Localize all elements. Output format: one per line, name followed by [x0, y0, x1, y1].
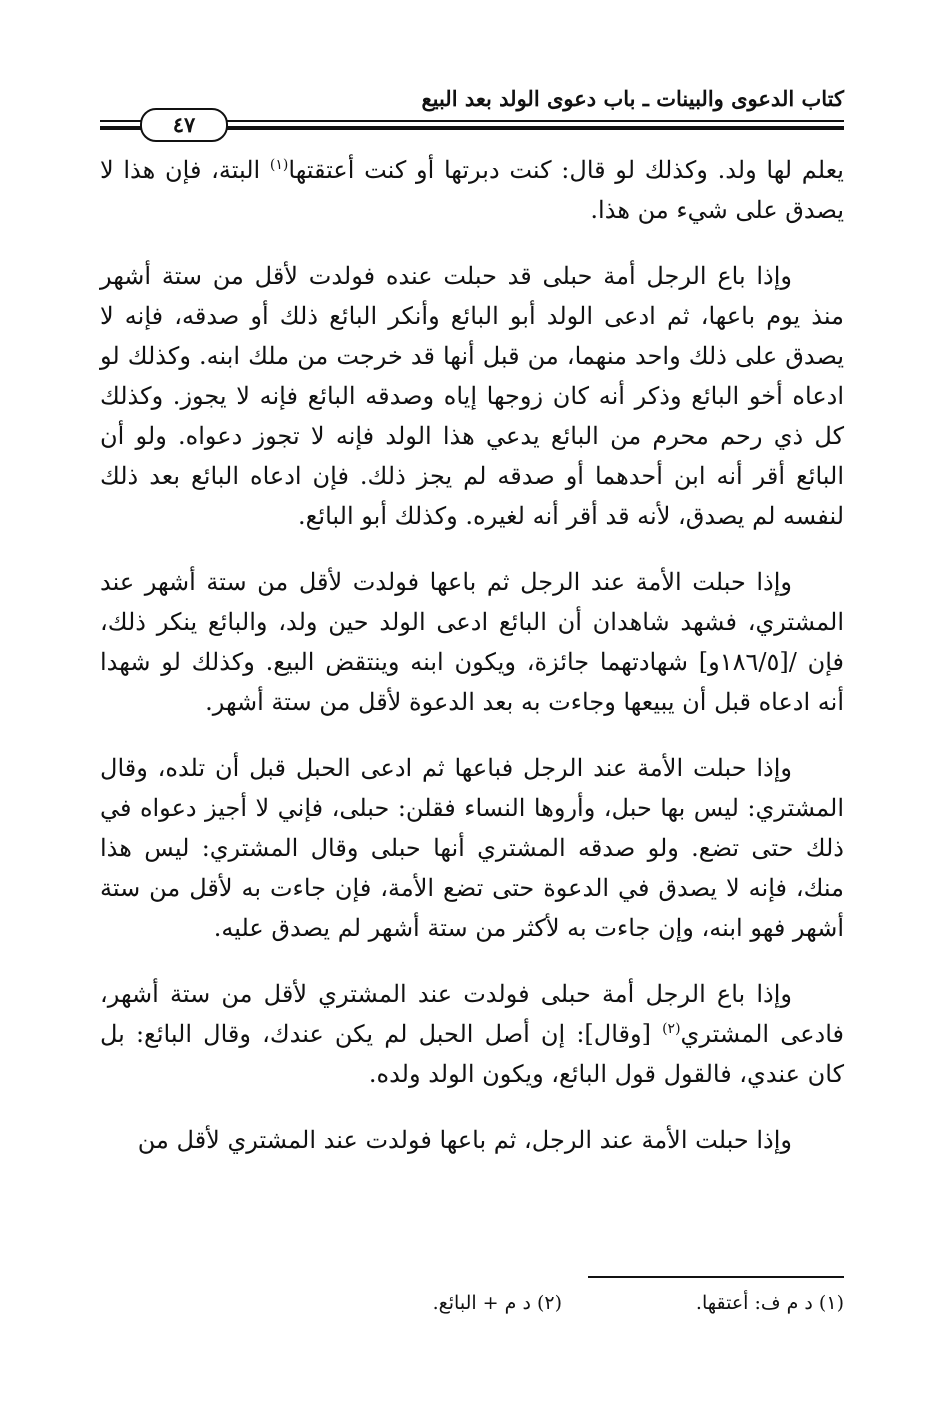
- footnote-2: (٢) د م + البائع.: [432, 1292, 562, 1314]
- paragraph-1-text-a: يعلم لها ولد. وكذلك لو قال: كنت دبرتها أو كنت أعتقتها: [288, 156, 844, 184]
- paragraph-4: وإذا حبلت الأمة عند الرجل فباعها ثم ادعى الحبل قبل أن تلده، وقال المشتري: ليس بها حبل، وأروها النساء فقلن: حبلى، فإني لا أجيز دعواه في ذلك حتى تضع. ولو صدقه المشتري أنها حبلى وقال المشتري: ليس هذا منك، فإنه لا يصدق في الدعوة حتى تضع الأمة، فإن جاءت به لأقل من ستة أشهر فهو ابنه، وإن جاءت به لأكثر من ستة أشهر لم يصدق عليه.: [100, 754, 844, 942]
- footnotes: [100, 1292, 844, 1326]
- header-rule-left-thin: [100, 120, 144, 122]
- footnote-ref-1: (١): [269, 157, 289, 173]
- footnote-1: (١) د م ف: أعتقها.: [695, 1292, 844, 1314]
- paragraph-2: وإذا باع الرجل أمة حبلى قد حبلت عنده فولدت لأقل من ستة أشهر منذ يوم باعها، ثم ادعى الولد أبو البائع وأنكر البائع ذلك أو صدقه، فإنه لا يصدق على ذلك واحد منهما، من قبل أنها قد خرجت من ملك ابنه. وكذلك لو ادعاه أخو البائع وذكر أنه كان زوجها إياه وصدقه البائع فإنه لا يجوز. وكذلك كل ذي رحم محرم من البائع يدعي هذا الولد فإنه لا تجوز دعواه. ولو أن البائع أقر أنه ابن أحدهما أو صدقه لم يجز ذلك. فإن ادعاه البائع بعد ذلك لنفسه لم يصدق، لأنه قد أقر أنه لغيره. وكذلك أبو البائع.: [100, 262, 844, 530]
- page-number: ٤٧: [140, 108, 228, 142]
- paragraph-6: وإذا حبلت الأمة عند الرجل، ثم باعها فولدت عند المشتري لأقل من: [137, 1126, 792, 1154]
- footnote-separator: [588, 1276, 844, 1278]
- running-header: [100, 86, 844, 137]
- paragraph-1-text-b: البتة، فإن هذا لا يصدق على شيء من هذا.: [100, 156, 844, 224]
- running-title: كتاب الدعوى والبينات ـ باب دعوى الولد بعد البيع: [421, 86, 844, 111]
- paragraph-3: وإذا حبلت الأمة عند الرجل ثم باعها فولدت لأقل من ستة أشهر عند المشتري، فشهد شاهدان أن البائع ادعى الولد حين ولد، والبائع ينكر ذلك، فإن /[١٨٦/٥و] شهادتهما جائزة، ويكون ابنه وينتقض البيع. وكذلك لو شهدا أنه ادعاه قبل أن يبيعها وجاءت به بعد الدعوة لأقل من ستة أشهر.: [100, 568, 844, 716]
- body-text: [100, 150, 844, 1186]
- paragraph-5-text-a: وإذا باع الرجل أمة حبلى فولدت عند المشتري لأقل من ستة أشهر، فادعى المشتري: [100, 980, 844, 1048]
- paragraph-1: [100, 150, 844, 230]
- header-rule-left-thick: [100, 126, 144, 130]
- header-rule-thin: [220, 120, 844, 122]
- paragraph-5-text-b: [وقال]: إن أصل الحبل لم يكن عندك، وقال البائع: بل كان عندي، فالقول قول البائع، ويكون الولد ولده.: [100, 1020, 844, 1088]
- header-rule-thick: [220, 126, 844, 130]
- footnote-ref-2: (٢): [662, 1021, 681, 1037]
- paragraph-5: [100, 974, 844, 1094]
